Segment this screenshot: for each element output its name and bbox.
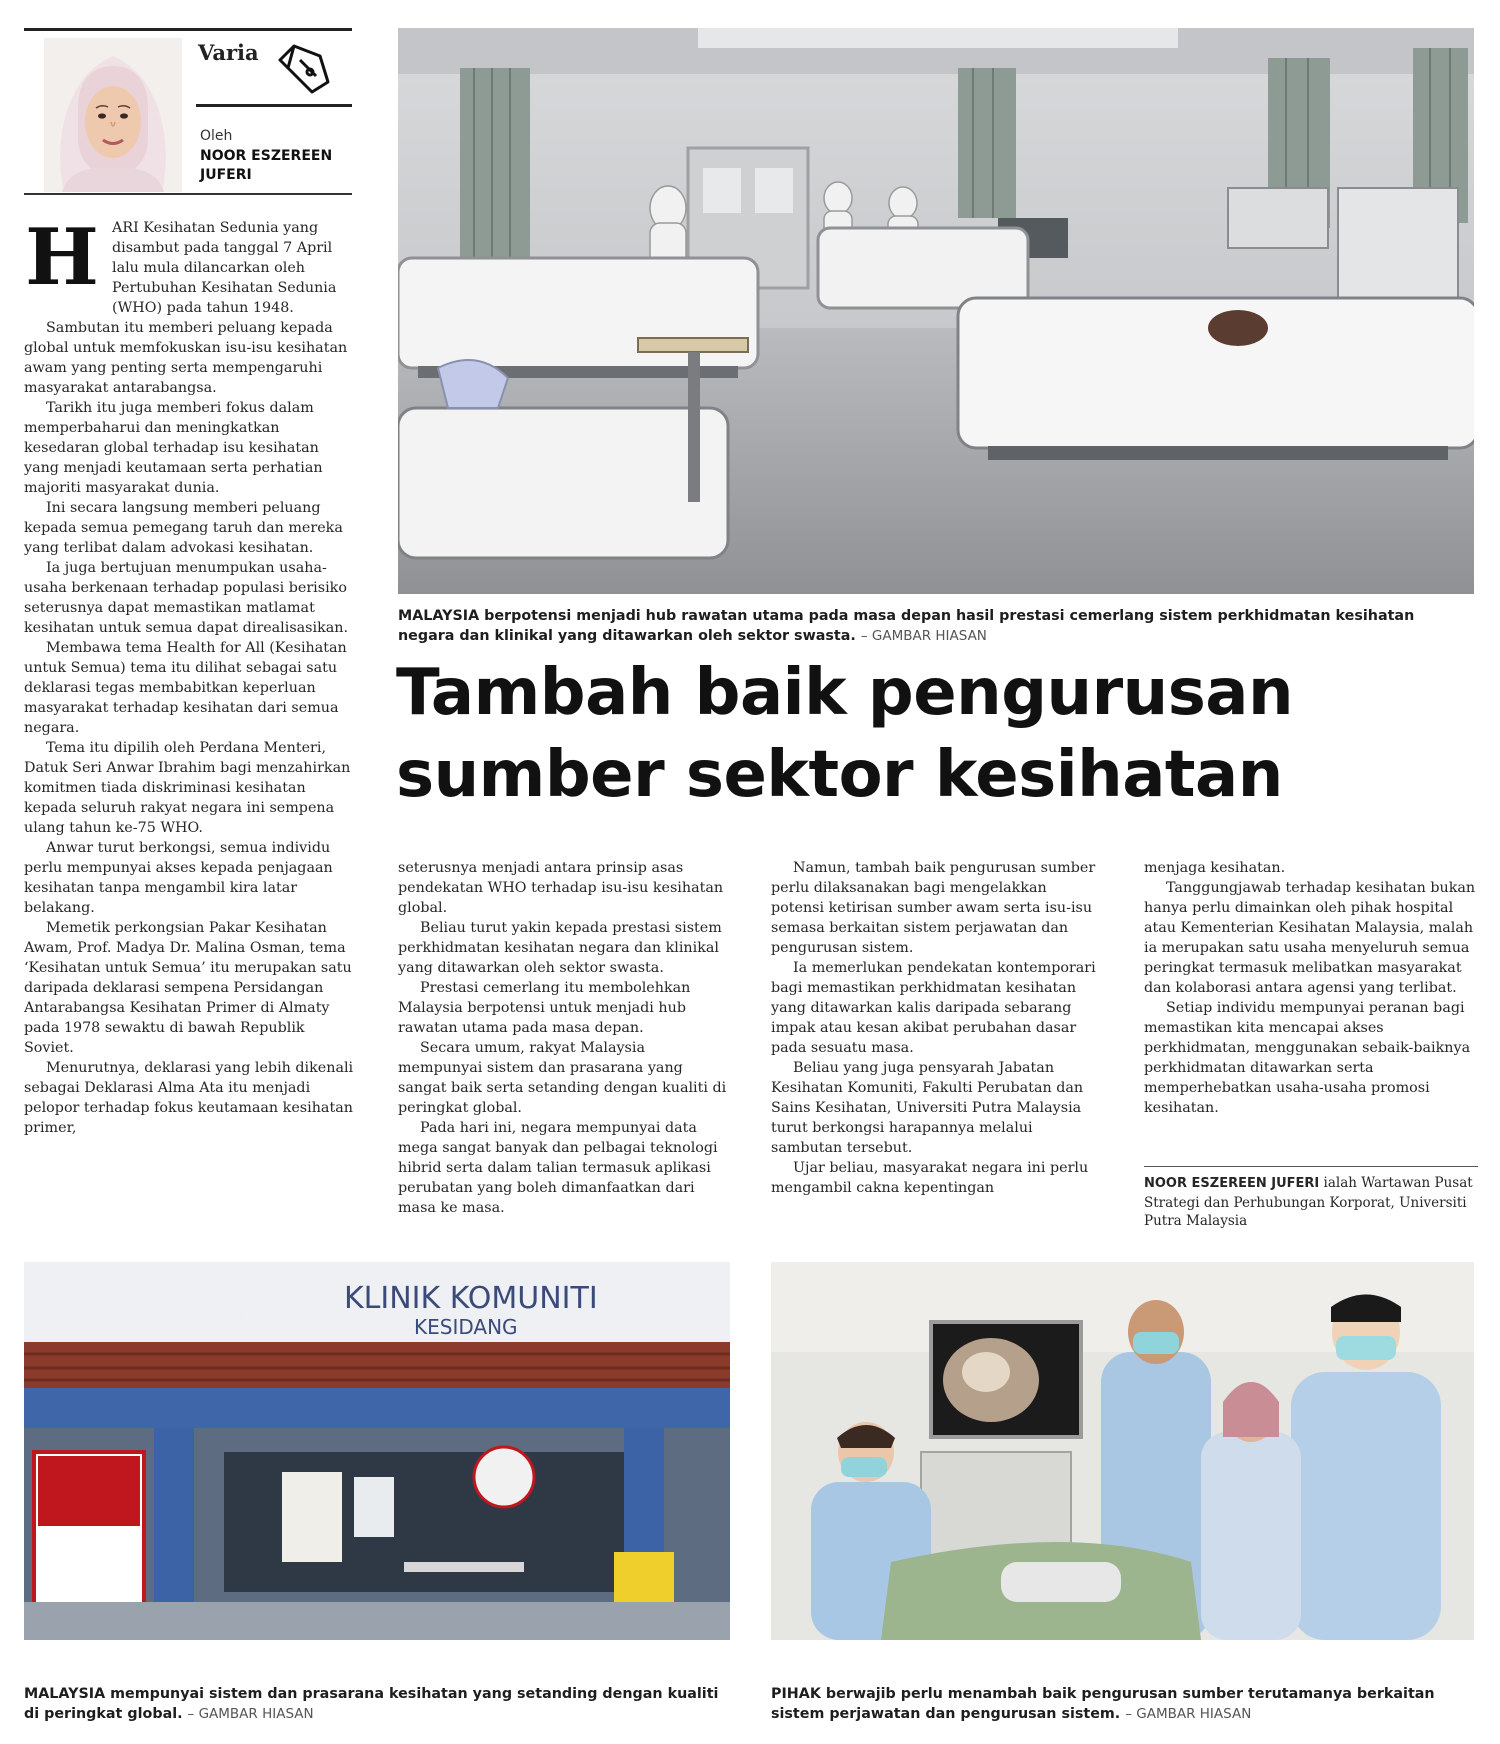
- article-column-4: [1144, 858, 1478, 1118]
- clinic-sign-line-1: KLINIK KOMUNITI: [344, 1281, 598, 1316]
- byline-prefix: Oleh: [200, 128, 233, 144]
- clinic-sign-line-2: KESIDANG: [414, 1315, 518, 1339]
- paragraph: seterusnya menjadi antara prinsip asas pendekatan WHO terhadap isu-isu kesihatan global.: [398, 860, 724, 916]
- headline-line-2: sumber sektor kesihatan: [396, 738, 1283, 812]
- paragraph: Tema itu dipilih oleh Perdana Menteri, Datuk Seri Anwar Ibrahim bagi menzahirkan komitmen tiada diskriminasi kesihatan kepada seluruh rakyat negara ini sempena ulang tahun ke-75 WHO.: [24, 740, 351, 836]
- paragraph: Sambutan itu memberi peluang kepada global untuk memfokuskan isu-isu kesihatan awam yang penting serta mempengaruhi masyarakat antarabangsa.: [24, 320, 348, 396]
- paragraph: Tarikh itu juga memberi fokus dalam memperbaharui dan meningkatkan kesedaran global terhadap isu kesihatan yang menjadi keutamaan serta perhatian majoriti masyarakat dunia.: [24, 400, 323, 496]
- header-rule-bottom: [24, 193, 352, 195]
- paragraph: Menurutnya, deklarasi yang lebih dikenali sebagai Deklarasi Alma Ata itu menjadi pelopor terhadap fokus keutamaan kesihatan primer,: [24, 1060, 354, 1136]
- lead-paragraph: [24, 212, 354, 318]
- header-rule-top: [24, 28, 352, 31]
- hospital-ward-photo: [398, 28, 1474, 594]
- lead-paragraph-text: ARI Kesihatan Sedunia yang disambut pada tanggal 7 April lalu mula dilancarkan oleh Pertubuhan Kesihatan Sedunia (WHO) pada tahun 1948.: [112, 220, 337, 316]
- paragraph: menjaga kesihatan.: [1144, 860, 1286, 876]
- headline: [396, 652, 1486, 816]
- bio-text: ialah Wartawan Pusat Strategi dan Perhubungan Korporat, Universiti Putra Malaysia: [1144, 1175, 1473, 1229]
- headline-line-1: Tambah baik pengurusan: [396, 656, 1294, 730]
- paragraph: Ujar beliau, masyarakat negara ini perlu mengambil cakna kepentingan: [771, 1160, 1089, 1196]
- clinic-caption-credit: – GAMBAR HIASAN: [187, 1706, 314, 1722]
- bio-name: NOOR ESZEREEN JUFERI: [1144, 1176, 1320, 1191]
- clinic-caption-text: MALAYSIA mempunyai sistem dan prasarana kesihatan yang setanding dengan kualiti di peringkat global.: [24, 1686, 719, 1722]
- clinic-photo-caption: [24, 1684, 724, 1724]
- paragraph: Tanggungjawab terhadap kesihatan bukan hanya perlu dimainkan oleh pihak hospital atau Kementerian Kesihatan Malaysia, malah ia merupakan satu usaha menyeluruh semua peringkat termasuk melibatkan masyarakat dan kolaborasi antara agensi yang terlibat.: [1144, 880, 1476, 996]
- paragraph: Memetik perkongsian Pakar Kesihatan Awam, Prof. Madya Dr. Malina Osman, tema ‘Kesihatan untuk Semua’ itu merupakan satu daripada deklarasi sempena Persidangan Antarabangsa Kesihatan Primer di Almaty pada 1978 sewaktu di bawah Republik Soviet.: [24, 920, 352, 1056]
- author-bio: [1144, 1174, 1474, 1231]
- paragraph: Secara umum, rakyat Malaysia mempunyai sistem dan prasarana yang sangat baik serta setanding dengan kualiti di peringkat global.: [398, 1040, 727, 1116]
- ward-caption-credit: – GAMBAR HIASAN: [860, 628, 987, 644]
- section-label: Varia: [198, 40, 259, 65]
- paragraph: Beliau turut yakin kepada prestasi sistem perkhidmatan kesihatan negara dan klinikal yang ditawarkan oleh sektor swasta.: [398, 920, 722, 976]
- dropcap: H: [25, 212, 99, 303]
- ward-photo-caption: [398, 606, 1474, 646]
- paragraph: Beliau yang juga pensyarah Jabatan Kesihatan Komuniti, Fakulti Perubatan dan Sains Kesihatan, Universiti Putra Malaysia turut berkongsi harapannya melalui sambutan tersebut.: [771, 1060, 1084, 1156]
- author-photo: [44, 38, 182, 192]
- ward-caption-text: MALAYSIA berpotensi menjadi hub rawatan utama pada masa depan hasil prestasi cemerlang sistem perkhidmatan kesihatan negara dan klinikal yang ditawarkan oleh sektor swasta.: [398, 608, 1415, 644]
- paragraph: Membawa tema Health for All (Kesihatan untuk Semua) tema itu dilihat sebagai satu deklarasi tegas membabitkan keperluan masyarakat terhadap kesihatan dari semua negara.: [24, 640, 347, 736]
- paragraph: Pada hari ini, negara mempunyai data mega sangat banyak dan pelbagai teknologi hibrid serta dalam talian termasuk aplikasi perubatan yang boleh dimanfaatkan dari masa ke masa.: [398, 1120, 718, 1216]
- bio-divider: [1144, 1166, 1478, 1167]
- paragraph: Anwar turut berkongsi, semua individu perlu mempunyai akses kepada penjagaan kesihatan tanpa mengambil kira latar belakang.: [24, 840, 333, 916]
- endoscopy-caption-credit: – GAMBAR HIASAN: [1125, 1706, 1252, 1722]
- endoscopy-photo-caption: [771, 1684, 1474, 1724]
- paragraph: Namun, tambah baik pengurusan sumber perlu dilaksanakan bagi mengelakkan potensi ketirisan sumber awam serta isu-isu semasa berkaitan sistem perjawatan dan pengurusan sistem.: [771, 860, 1096, 956]
- paragraph: Prestasi cemerlang itu membolehkan Malaysia berpotensi untuk menjadi hub rawatan utama pada masa depan.: [398, 980, 691, 1036]
- endoscopy-caption-text: PIHAK berwajib perlu menambah baik pengurusan sumber terutamanya berkaitan sistem perjawatan dan pengurusan sistem.: [771, 1686, 1435, 1722]
- endoscopy-procedure-photo: [771, 1262, 1474, 1640]
- article-column-2: [398, 858, 728, 1218]
- paragraph: Setiap individu mempunyai peranan bagi memastikan kita mencapai akses perkhidmatan, menggunakan sebaik-baiknya perkhidmatan ditawarkan serta memperhebatkan usaha-usaha promosi kesihatan.: [1144, 1000, 1471, 1116]
- article-column-3: [771, 858, 1101, 1198]
- fountain-pen-icon: [276, 36, 340, 100]
- paragraph: Ia juga bertujuan menumpukan usaha-usaha berkenaan terhadap populasi berisiko seterusnya dapat memastikan matlamat kesihatan untuk semua dapat direalisasikan.: [24, 560, 349, 636]
- paragraph: Ini secara langsung memberi peluang kepada semua pemegang taruh dan mereka yang terlibat dalam advokasi kesihatan.: [24, 500, 343, 556]
- byline-name: NOOR ESZEREEN JUFERI: [200, 148, 333, 183]
- header-rule-mid: [196, 104, 352, 107]
- paragraph: Ia memerlukan pendekatan kontemporari bagi memastikan perkhidmatan kesihatan yang ditawarkan kalis daripada sebarang impak atau kesan akibat perubahan dasar pada sesuatu masa.: [771, 960, 1096, 1056]
- article-column-1: [24, 212, 354, 1138]
- community-clinic-photo: [24, 1262, 730, 1640]
